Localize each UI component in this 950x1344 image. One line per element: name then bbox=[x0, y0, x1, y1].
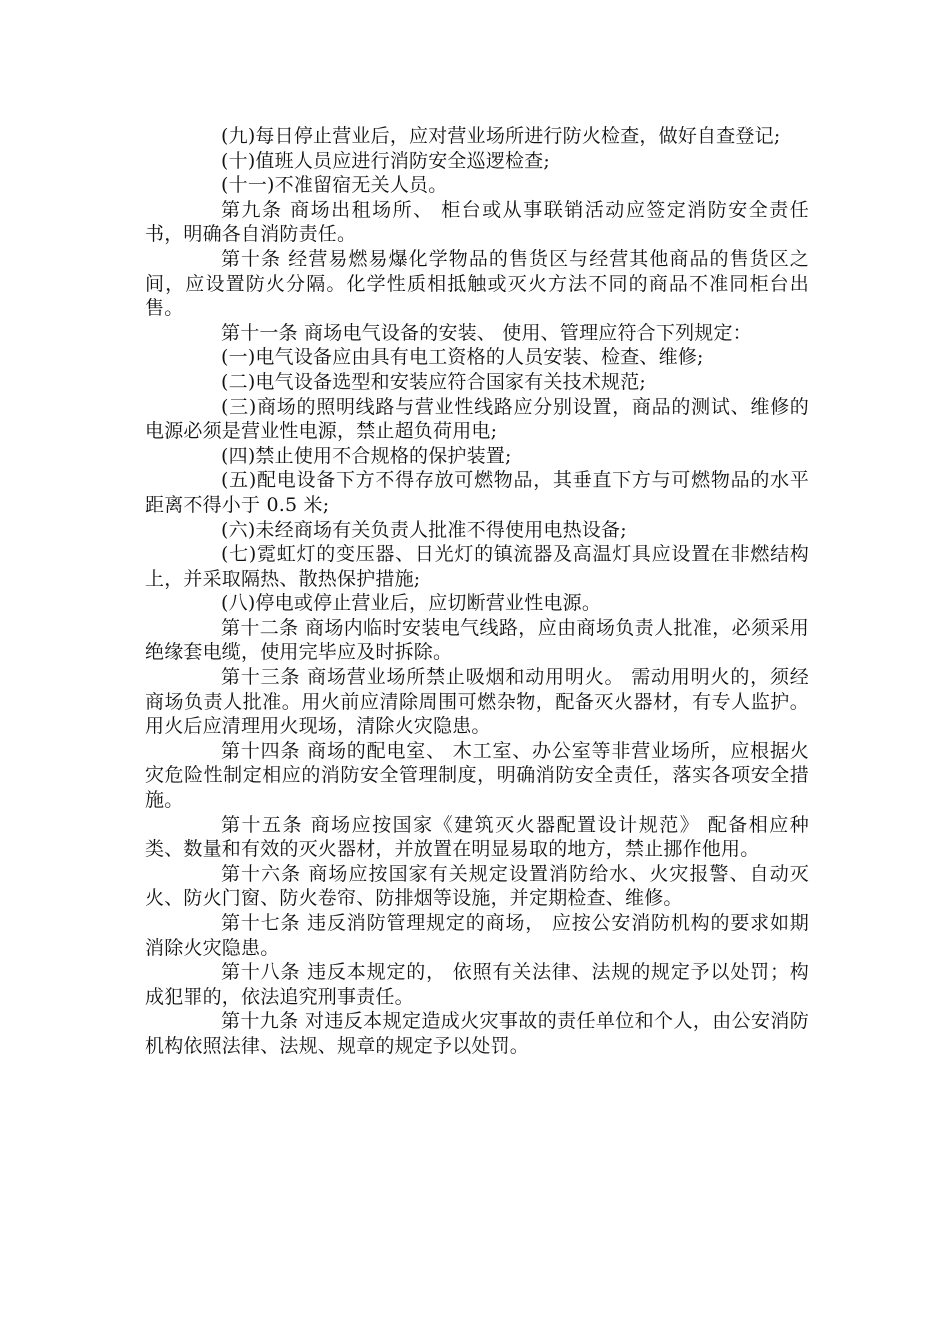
paragraph: 第十七条 违反消防管理规定的商场， 应按公安消防机构的要求如期消除火灾隐患。 bbox=[145, 912, 809, 959]
paragraph: 第十四条 商场的配电室、 木工室、办公室等非营业场所，应根据火灾危险性制定相应的消防安全管理制度，明确消防安全责任，落实各项安全措施。 bbox=[145, 739, 809, 812]
paragraph: 第十条 经营易燃易爆化学物品的售货区与经营其他商品的售货区之间，应设置防火分隔。化学性质相抵触或灭火方法不同的商品不准同柜台出售。 bbox=[145, 247, 809, 320]
paragraph: 第十六条 商场应按国家有关规定设置消防给水、火灾报警、自动灭火、防火门窗、防火卷帘、防排烟等设施，并定期检查、维修。 bbox=[145, 862, 809, 910]
paragraph: 第十九条 对违反本规定造成火灾事故的责任单位和个人，由公安消防机构依照法律、法规、规章的规定予以处罚。 bbox=[145, 1010, 809, 1057]
paragraph: (九)每日停止营业后，应对营业场所进行防火检查，做好自查登记; bbox=[221, 125, 781, 147]
paragraph: 第十三条 商场营业场所禁止吸烟和动用明火。 需动用明火的，须经商场负责人批准。用火前应清除周围可燃杂物，配备灭火器材，有专人监护。用火后应清理用火现场，清除火灾隐患。 bbox=[145, 666, 809, 738]
paragraph: 第十二条 商场内临时安装电气线路，应由商场负责人批准，必须采用绝缘套电缆，使用完毕应及时拆除。 bbox=[145, 616, 809, 664]
paragraph: (五)配电设备下方不得存放可燃物品，其垂直下方与可燃物品的水平距离不得小于 0.5 米; bbox=[145, 469, 809, 516]
paragraph: (十)值班人员应进行消防安全巡逻检查; bbox=[221, 149, 551, 172]
paragraph: 第十一条 商场电气设备的安装、 使用、管理应符合下列规定： bbox=[221, 321, 752, 344]
paragraph: (四)禁止使用不合规格的保护装置; bbox=[221, 444, 512, 467]
paragraph: (一)电气设备应由具有电工资格的人员安装、检查、维修; bbox=[221, 346, 704, 369]
paragraph: (八)停电或停止营业后，应切断营业性电源。 bbox=[221, 592, 602, 615]
paragraph: (三)商场的照明线路与营业性线路应分别设置，商品的测试、维修的电源必须是营业性电源，禁止超负荷用电; bbox=[145, 395, 809, 443]
paragraph: (十一)不准留宿无关人员。 bbox=[221, 174, 448, 197]
paragraph: 第九条 商场出租场所、 柜台或从事联销活动应签定消防安全责任书，明确各自消防责任。 bbox=[145, 198, 809, 246]
paragraph: (二)电气设备选型和安装应符合国家有关技术规范; bbox=[221, 370, 647, 393]
paragraph: (七)霓虹灯的变压器、日光灯的镇流器及高温灯具应设置在非燃结构上，并采取隔热、散热保护措施; bbox=[145, 543, 809, 590]
paragraph: 第十八条 违反本规定的， 依照有关法律、法规的规定予以处罚；构成犯罪的，依法追究刑事责任。 bbox=[145, 961, 809, 1008]
paragraph: (六)未经商场有关负责人批准不得使用电热设备; bbox=[221, 518, 627, 541]
document-body bbox=[145, 124, 809, 1059]
paragraph: 第十五条 商场应按国家《建筑灭火器配置设计规范》 配备相应种类、数量和有效的灭火器材，并放置在明显易取的地方，禁止挪作他用。 bbox=[145, 813, 809, 861]
